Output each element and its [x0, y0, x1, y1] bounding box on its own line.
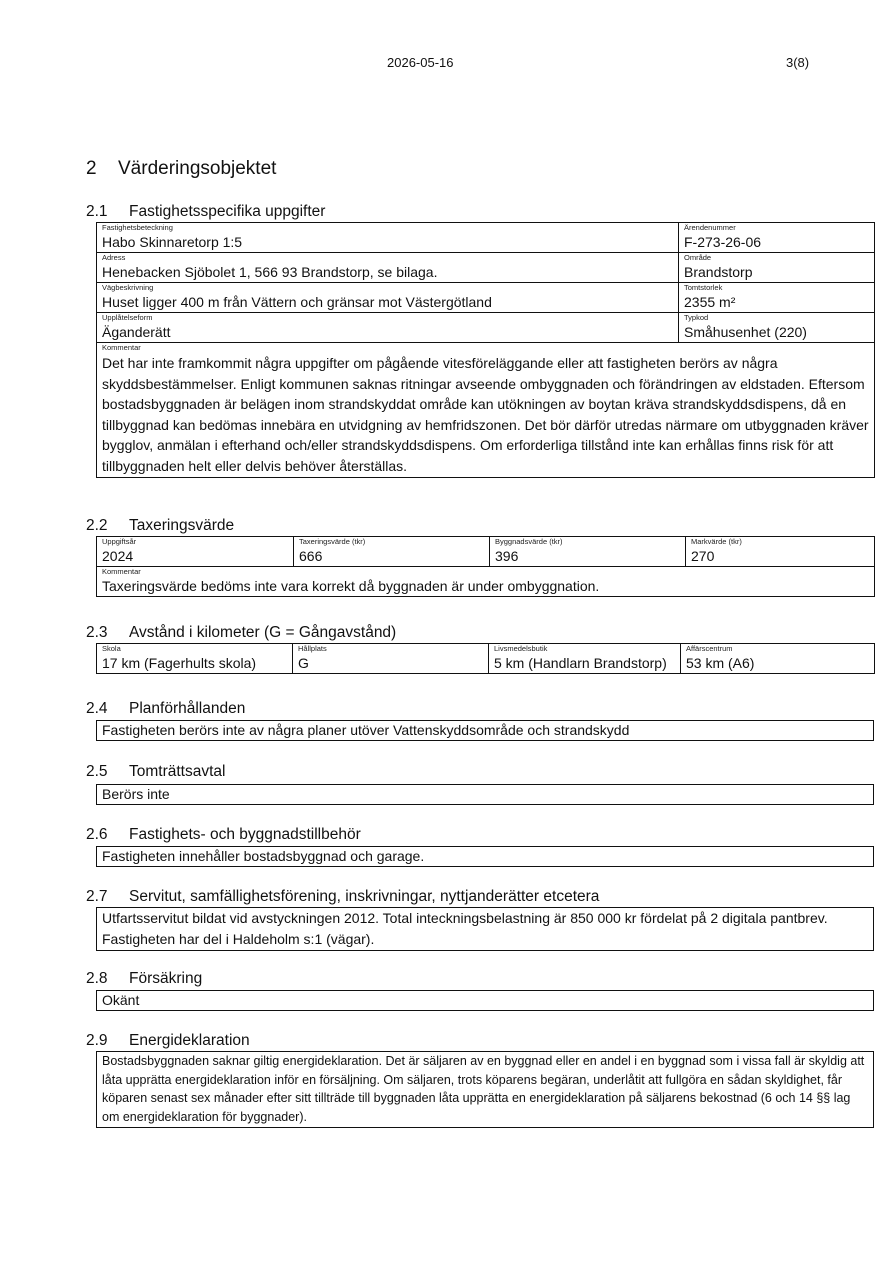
arendenummer-cell: Ärendenummer F-273-26-06 — [679, 223, 875, 253]
servitut-cell: Utfartsservitut bildat vid avstyckningen 2012. Total inteckningsbelastning är 850 000 kr fördelat på 2 digitala pantbrev. Fastigheten har del i Haldeholm s:1 (vägar). — [97, 908, 874, 951]
section-number: 2.8 — [86, 970, 108, 987]
section-2-4-heading — [86, 700, 245, 718]
section-title: Avstånd i kilometer (G = Gångavstånd) — [129, 624, 397, 641]
typkod-cell: Typkod Småhusenhet (220) — [679, 313, 875, 343]
skola-cell: Skola 17 km (Fagerhults skola) — [97, 644, 293, 674]
kommentar-cell: Kommentar Det har inte framkommit några uppgifter om pågående vitesföreläggande eller att fastigheten berörs av några skyddsbestämmelser. Enligt kommunen saknas ritningar avseende ombyggnaden och förändringen av eldstaden. Eftersom bostadsbyggnaden är belägen inom strandskyddat område kan utökningen av boytan kräva strandskyddsdispens, då en tillbyggnad kan bedömas innebära en utvidgning av hemfridszonen. Det bör därför utredas närmare om utbyggnaden kräver bygglov, anmälan i efterhand och/eller strandskyddsdispens. Om erforderliga tillstånd inte kan erhållas finns risk för att tillbyggnaden helt eller delvis behöver återställas. — [97, 343, 875, 478]
section-2-1-heading — [86, 203, 325, 221]
section-number: 2.9 — [86, 1032, 108, 1049]
tillbehor-table — [96, 846, 874, 867]
chapter-title: Värderingsobjektet — [118, 158, 277, 179]
tomtratt-table — [96, 784, 874, 805]
tillbehor-cell: Fastigheten innehåller bostadsbyggnad och garage. — [97, 847, 874, 867]
section-number: 2.7 — [86, 888, 108, 905]
upplatelseform-cell: Upplåtelseform Äganderätt — [97, 313, 679, 343]
omrade-cell: Område Brandstorp — [679, 253, 875, 283]
header-date: 2026-05-16 — [387, 55, 454, 70]
plan-cell: Fastigheten berörs inte av några planer utöver Vattenskyddsområde och strandskydd — [97, 721, 874, 741]
distance-table — [96, 643, 875, 674]
affarscentrum-cell: Affärscentrum 53 km (A6) — [681, 644, 875, 674]
section-number: 2.6 — [86, 826, 108, 843]
fastighetsbeteckning-cell: Fastighetsbeteckning Habo Skinnaretorp 1:5 — [97, 223, 679, 253]
section-2-8-heading — [86, 970, 202, 988]
section-number: 2.2 — [86, 517, 108, 534]
section-number: 2.4 — [86, 700, 108, 717]
tax-comment-cell: Kommentar Taxeringsvärde bedöms inte vara korrekt då byggnaden är under ombyggnation. — [97, 567, 875, 597]
section-number: 2.5 — [86, 763, 108, 780]
markvarde-cell: Markvärde (tkr) 270 — [686, 537, 875, 567]
section-2-5-heading — [86, 763, 225, 781]
tomtratt-cell: Berörs inte — [97, 785, 874, 805]
adress-cell: Adress Henebacken Sjöbolet 1, 566 93 Brandstorp, se bilaga. — [97, 253, 679, 283]
tax-value-table — [96, 536, 875, 597]
section-2-3-heading — [86, 624, 396, 642]
section-2-6-heading — [86, 826, 361, 844]
section-title: Tomträttsavtal — [129, 763, 226, 780]
chapter-number: 2 — [86, 158, 97, 179]
livsmedelsbutik-cell: Livsmedelsbutik 5 km (Handlarn Brandstorp) — [489, 644, 681, 674]
uppgiftsar-cell: Uppgiftsår 2024 — [97, 537, 294, 567]
taxeringsvarde-cell: Taxeringsvärde (tkr) 666 — [294, 537, 490, 567]
vagbeskrivning-cell: Vägbeskrivning Huset ligger 400 m från Vättern och gränsar mot Västergötland — [97, 283, 679, 313]
section-title: Energideklaration — [129, 1032, 250, 1049]
energideklaration-table — [96, 1051, 874, 1128]
section-2-2-heading — [86, 517, 234, 535]
section-title: Taxeringsvärde — [129, 517, 235, 534]
servitut-table — [96, 907, 874, 951]
energideklaration-cell: Bostadsbyggnaden saknar giltig energideklaration. Det är säljaren av en byggnad eller en andel i en byggnad som i vissa fall är skyldig att låta upprätta energideklaration inför en försäljning. Om säljaren, trots köparens begäran, underlåtit att fullgöra en sådan skyldighet, får köparen senast sex månader efter sitt tillträde till byggnaden låta upprätta en energideklaration på säljarens bekostnad (6 och 14 §§ lag om energideklaration för byggnader). — [97, 1052, 874, 1128]
chapter-heading — [86, 158, 276, 180]
section-title: Servitut, samfällighetsförening, inskrivningar, nyttjanderätter etcetera — [129, 888, 600, 905]
section-title: Fastighets- och byggnadstillbehör — [129, 826, 361, 843]
section-title: Planförhållanden — [129, 700, 246, 717]
section-number: 2.1 — [86, 203, 108, 220]
section-title: Fastighetsspecifika uppgifter — [129, 203, 326, 220]
header-page-number: 3(8) — [786, 55, 810, 70]
section-number: 2.3 — [86, 624, 108, 641]
forsakring-table — [96, 990, 874, 1011]
plan-table — [96, 720, 874, 741]
section-title: Försäkring — [129, 970, 203, 987]
hallplats-cell: Hållplats G — [293, 644, 489, 674]
section-2-7-heading — [86, 888, 599, 906]
section-2-9-heading — [86, 1032, 250, 1050]
byggnadsvarde-cell: Byggnadsvärde (tkr) 396 — [490, 537, 686, 567]
property-details-table — [96, 222, 875, 478]
forsakring-cell: Okänt — [97, 991, 874, 1011]
tomtstorlek-cell: Tomtstorlek 2355 m² — [679, 283, 875, 313]
